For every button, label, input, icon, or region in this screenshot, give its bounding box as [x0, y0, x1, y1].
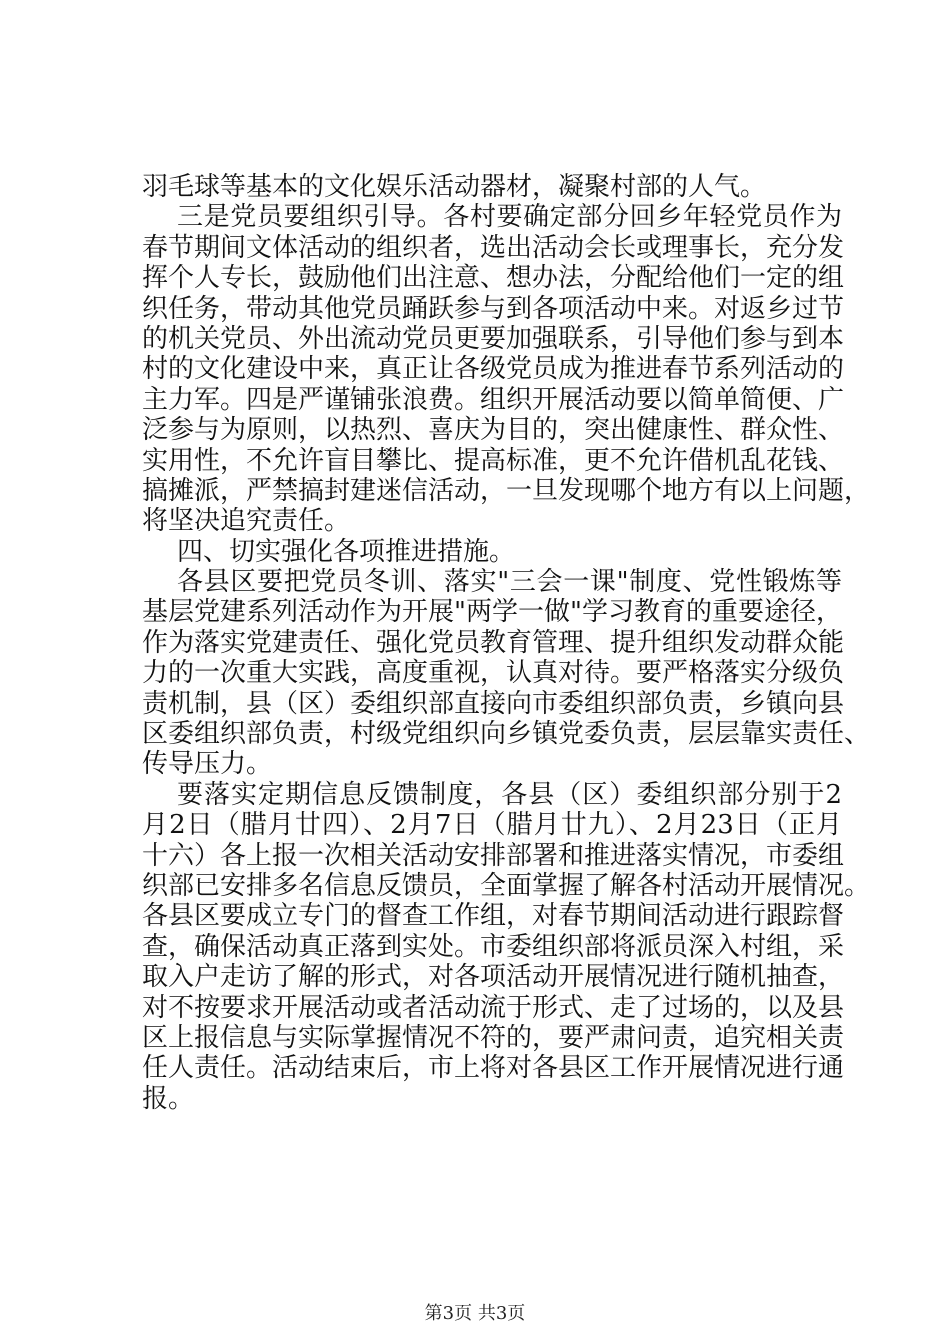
text-line-content: 羽毛球等基本的文化娱乐活动器材，凝聚村部的人气。 — [142, 172, 767, 202]
text-line — [142, 962, 845, 993]
text-line-content: 各县区要把党员冬训、落实"三会一课"制度、党性锻炼等 — [177, 567, 842, 598]
text-line-content: 四、切实强化各项推进措施。 — [177, 536, 516, 567]
text-line — [142, 840, 845, 871]
text-line — [142, 354, 845, 385]
text-line — [142, 901, 845, 932]
text-line — [142, 719, 871, 750]
text-line — [142, 475, 871, 506]
text-line-content: 村的文化建设中来，真正让各级党员成为推进春节系列活动的 — [142, 354, 845, 385]
text-line — [142, 384, 845, 415]
text-line — [142, 263, 845, 294]
text-line-content: 责机制，县（区）委组织部直接向市委组织部负责，乡镇向县 — [142, 688, 845, 719]
text-line-content: 各县区要成立专门的督查工作组，对春节期间活动进行跟踪督 — [142, 901, 845, 932]
text-line — [142, 780, 842, 810]
text-line — [142, 202, 842, 232]
text-line-content: 实用性，不允许盲目攀比、提高标准，更不允许借机乱花钱、 — [142, 445, 845, 476]
text-line — [142, 537, 842, 567]
text-line — [142, 415, 845, 446]
text-line — [142, 688, 845, 719]
text-line-content: 对不按要求开展活动或者活动流于形式、走了过场的，以及县 — [142, 992, 845, 1023]
text-line-content: 取入户走访了解的形式，对各项活动开展情况进行随机抽查， — [142, 962, 845, 993]
text-line — [142, 293, 845, 324]
text-line — [142, 172, 842, 202]
text-line-content: 区委组织部负责，村级党组织向乡镇党委负责，层层靠实责任、 — [142, 719, 871, 750]
text-line — [142, 567, 842, 597]
text-line — [142, 1053, 845, 1084]
text-line — [142, 992, 845, 1023]
text-line-content: 织部已安排多名信息反馈员，全面掌握了解各村活动开展情况。 — [142, 870, 871, 901]
text-line — [142, 749, 842, 779]
text-line-content: 传导压力。 — [142, 749, 273, 780]
text-line-content: 任人责任。活动结束后，市上将对各县区工作开展情况进行通 — [142, 1053, 845, 1084]
text-line-content: 的机关党员、外出流动党员更要加强联系，引导他们参与到本 — [142, 323, 845, 354]
text-line-content: 三是党员要组织引导。各村要确定部分回乡年轻党员作为 — [177, 202, 842, 233]
text-line — [142, 931, 845, 962]
text-line — [142, 232, 845, 263]
text-line — [142, 445, 845, 476]
text-line — [142, 627, 845, 658]
text-line — [142, 658, 845, 689]
text-line-content: 泛参与为原则，以热烈、喜庆为目的，突出健康性、群众性、 — [142, 415, 845, 446]
text-line-content: 要落实定期信息反馈制度，各县（区）委组织部分别于2 — [177, 779, 842, 810]
text-line-content: 挥个人专长，鼓励他们出注意、想办法，分配给他们一定的组 — [142, 263, 845, 294]
text-line-content: 区上报信息与实际掌握情况不符的，要严肃问责，追究相关责 — [142, 1022, 845, 1053]
text-line-content: 月2日（腊月廿四）、2月7日（腊月廿九）、2月23日（正月 — [142, 810, 842, 841]
text-line-content: 力的一次重大实践，高度重视，认真对待。要严格落实分级负 — [142, 658, 845, 689]
text-line — [142, 597, 842, 627]
text-line-content: 织任务，带动其他党员踊跃参与到各项活动中来。对返乡过节 — [142, 293, 845, 324]
text-line-content: 查，确保活动真正落到实处。市委组织部将派员深入村组，采 — [142, 931, 845, 962]
text-line — [142, 506, 842, 536]
text-line — [142, 1022, 845, 1053]
text-line-content: 春节期间文体活动的组织者，选出活动会长或理事长，充分发 — [142, 232, 845, 263]
page-footer: 第3页 共3页 — [424, 1303, 526, 1324]
text-line-content: 将坚决追究责任。 — [142, 506, 351, 537]
text-line-content: 报。 — [142, 1083, 195, 1114]
text-line-content: 十六）各上报一次相关活动安排部署和推进落实情况，市委组 — [142, 840, 845, 871]
text-line — [142, 810, 842, 840]
text-line-content: 主力军。四是严谨铺张浪费。组织开展活动要以简单简便、广 — [142, 384, 845, 415]
document-body — [142, 172, 871, 1114]
text-line-content: 基层党建系列活动作为开展"两学一做"学习教育的重要途径， — [142, 597, 842, 628]
text-line — [142, 1084, 842, 1114]
text-line-content: 搞摊派，严禁搞封建迷信活动，一旦发现哪个地方有以上问题， — [142, 475, 871, 506]
text-line — [142, 323, 845, 354]
text-line — [142, 870, 871, 901]
text-line-content: 作为落实党建责任、强化党员教育管理、提升组织发动群众能 — [142, 627, 845, 658]
